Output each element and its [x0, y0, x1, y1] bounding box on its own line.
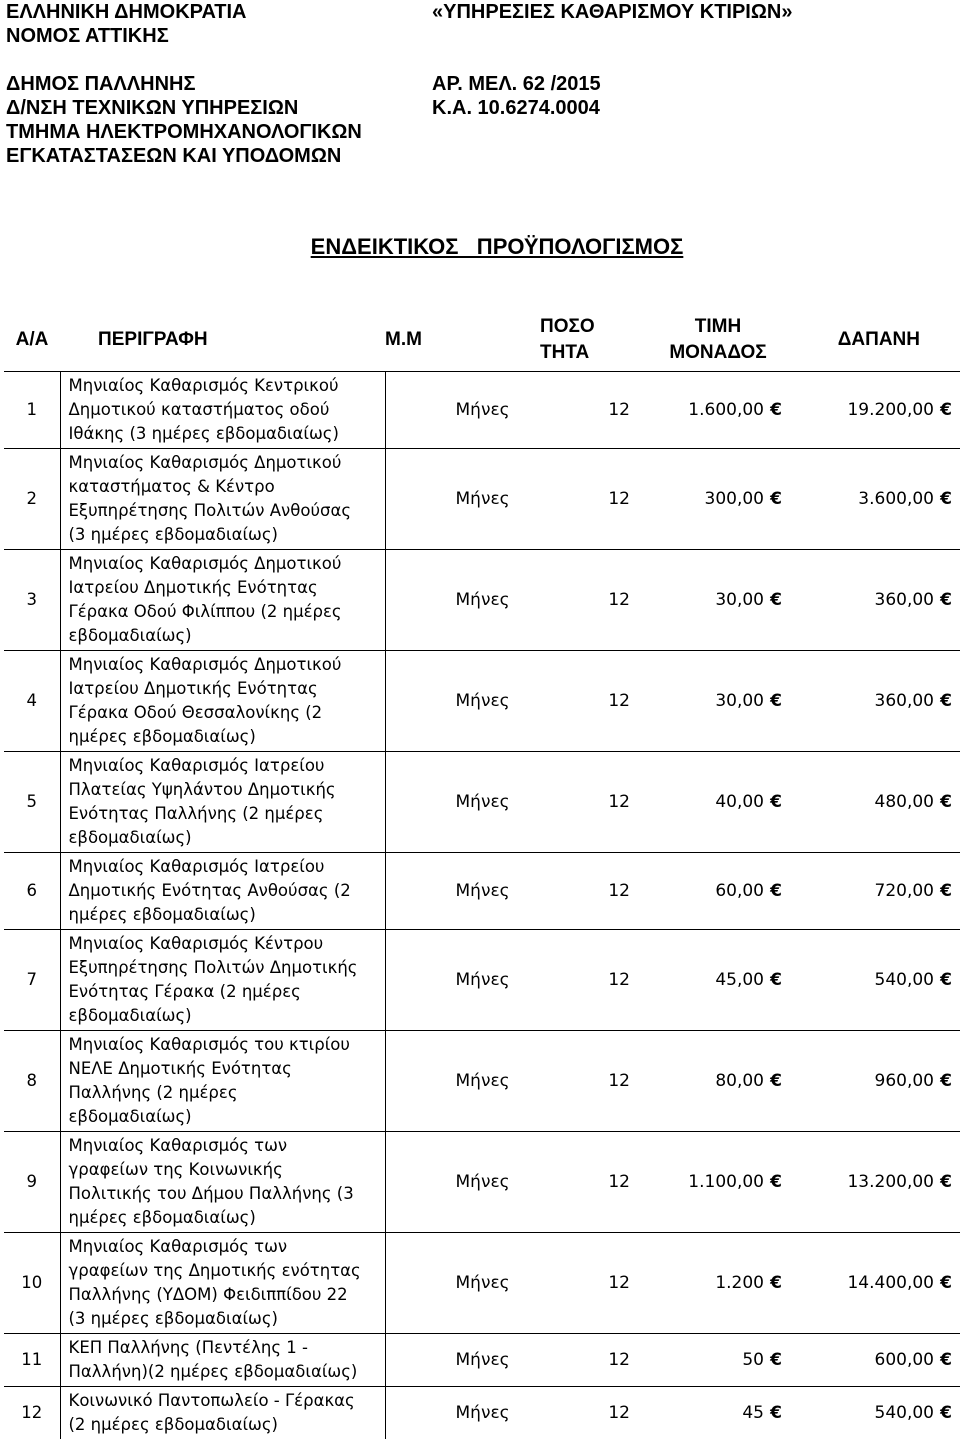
euro-icon: € [770, 1402, 782, 1423]
row-total [786, 852, 960, 929]
col-header-quantity-2: ΤΗΤΑ [540, 341, 590, 363]
row-quantity: 12 [608, 880, 630, 901]
unit-price-value: 30,00 [715, 589, 764, 610]
row-total [786, 371, 960, 448]
col-header-unit-price-2: ΜΟΝΑΔΟΣ [669, 341, 767, 363]
row-unit: Μήνες [455, 488, 510, 509]
row-description [60, 650, 385, 751]
row-description [60, 852, 385, 929]
row-number: 3 [26, 590, 37, 609]
row-unit-price [650, 371, 786, 448]
unit-price-value: 50 [742, 1349, 764, 1370]
description-line: Μηνιαίος Καθαρισμός Ιατρείου [68, 856, 325, 876]
row-unit-price [650, 1232, 786, 1333]
description-line: (3 ημέρες εβδομαδιαίως) [68, 524, 278, 544]
row-description [60, 549, 385, 650]
euro-icon: € [940, 1171, 952, 1192]
row-unit-price [650, 852, 786, 929]
row-unit-price [650, 1333, 786, 1386]
euro-icon: € [940, 969, 952, 990]
header-line-4: ΔΗΜΟΣ ΠΑΛΛΗΝΗΣ [6, 73, 196, 95]
euro-icon: € [770, 1171, 782, 1192]
row-number: 5 [26, 792, 37, 811]
unit-price-value: 300,00 [704, 488, 764, 509]
description-line: Ιθάκης (3 ημέρες εβδομαδιαίως) [68, 423, 339, 443]
row-total [786, 448, 960, 549]
table-header-row [4, 309, 960, 371]
description-line: Ενότητας Παλλήνης (2 ημέρες [68, 803, 324, 823]
total-value: 19.200,00 [847, 399, 934, 420]
row-number: 9 [26, 1172, 37, 1191]
row-number: 10 [21, 1273, 43, 1292]
euro-icon: € [770, 880, 782, 901]
row-number: 6 [26, 881, 37, 900]
row-quantity: 12 [608, 1272, 630, 1293]
description-line: εβδομαδιαίως) [68, 1005, 192, 1025]
description-line: Κοινωνικό Παντοπωλείο - Γέρακας [68, 1390, 355, 1410]
row-unit: Μήνες [455, 880, 510, 901]
description-line: ΝΕΛΕ Δημοτικής Ενότητας [68, 1058, 292, 1078]
row-number: 1 [26, 400, 37, 419]
euro-icon: € [940, 880, 952, 901]
euro-icon: € [940, 690, 952, 711]
description-line: ημέρες εβδομαδιαίως) [68, 726, 256, 746]
table-row [4, 1386, 960, 1439]
row-quantity: 12 [608, 791, 630, 812]
euro-icon: € [770, 690, 782, 711]
row-total [786, 929, 960, 1030]
description-line: Ενότητας Γέρακα (2 ημέρες [68, 981, 301, 1001]
col-header-quantity-1: ΠΟΣΟ [540, 315, 595, 337]
header-line-7: ΕΓΚΑΤΑΣΤΑΣΕΩΝ ΚΑΙ ΥΠΟΔΟΜΩΝ [6, 145, 342, 167]
description-line: ημέρες εβδομαδιαίως) [68, 1207, 256, 1227]
row-unit-price [650, 1386, 786, 1439]
row-unit: Μήνες [455, 1272, 510, 1293]
euro-icon: € [770, 1349, 782, 1370]
table-row [4, 1232, 960, 1333]
row-unit: Μήνες [455, 589, 510, 610]
euro-icon: € [940, 1349, 952, 1370]
row-quantity: 12 [608, 488, 630, 509]
euro-icon: € [940, 1402, 952, 1423]
row-description [60, 929, 385, 1030]
total-value: 480,00 [874, 791, 934, 812]
row-quantity: 12 [608, 399, 630, 420]
euro-icon: € [770, 969, 782, 990]
description-line: Μηνιαίος Καθαρισμός Ιατρείου [68, 755, 325, 775]
page-title [0, 234, 960, 260]
euro-icon: € [770, 399, 782, 420]
row-description [60, 371, 385, 448]
total-value: 14.400,00 [847, 1272, 934, 1293]
description-line: Μηνιαίος Καθαρισμός Δημοτικού [68, 553, 342, 573]
description-line: Μηνιαίος Καθαρισμός Κέντρου [68, 933, 324, 953]
euro-icon: € [770, 488, 782, 509]
description-line: Πολιτικής του Δήμου Παλλήνης (3 [68, 1183, 354, 1203]
total-value: 720,00 [874, 880, 934, 901]
page-title-text: ΕΝΔΕΙΚΤΙΚΟΣ ΠΡΟΫΠΟΛΟΓΙΣΜΟΣ [310, 234, 684, 259]
row-unit: Μήνες [455, 1349, 510, 1370]
description-line: ΚΕΠ Παλλήνης (Πεντέλης 1 - [68, 1337, 308, 1357]
col-header-description [60, 309, 385, 371]
row-unit-price [650, 1131, 786, 1232]
row-quantity: 12 [608, 1171, 630, 1192]
row-total [786, 1030, 960, 1131]
row-number: 2 [26, 489, 37, 508]
description-line: Παλλήνη)(2 ημέρες εβδομαδιαίως) [68, 1361, 358, 1381]
table-row [4, 1131, 960, 1232]
row-unit: Μήνες [455, 969, 510, 990]
row-total [786, 751, 960, 852]
description-line: γραφείων της Κοινωνικής [68, 1159, 283, 1179]
row-number: 12 [21, 1403, 43, 1422]
col-header-unit [385, 309, 540, 371]
description-line: Μηνιαίος Καθαρισμός Δημοτικού [68, 452, 342, 472]
budget-table [4, 309, 960, 1439]
description-line: Πλατείας Υψηλάντου Δημοτικής [68, 779, 336, 799]
row-unit: Μήνες [455, 1171, 510, 1192]
euro-icon: € [770, 1272, 782, 1293]
unit-price-value: 1.600,00 [688, 399, 764, 420]
row-quantity: 12 [608, 1349, 630, 1370]
euro-icon: € [940, 1070, 952, 1091]
col-header-total: ΔΑΠΑΝΗ [786, 309, 960, 371]
row-unit-price [650, 929, 786, 1030]
description-line: Γέρακα Οδού Θεσσαλονίκης (2 [68, 702, 323, 722]
row-unit-price [650, 549, 786, 650]
description-line: Δημοτικού καταστήματος οδού [68, 399, 330, 419]
col-header-unit-price [650, 309, 786, 371]
description-line: Γέρακα Οδού Φιλίππου (2 ημέρες [68, 601, 342, 621]
row-unit-price [650, 1030, 786, 1131]
col-header-description-label: ΠΕΡΙΓΡΑΦΗ [98, 328, 208, 350]
description-line: Μηνιαίος Καθαρισμός των [68, 1236, 288, 1256]
project-header [432, 0, 792, 120]
unit-price-value: 40,00 [715, 791, 764, 812]
table-row [4, 751, 960, 852]
col-header-aa: Α/Α [4, 309, 60, 371]
budget-code: Κ.Α. 10.6274.0004 [432, 97, 600, 119]
total-value: 540,00 [874, 969, 934, 990]
row-unit: Μήνες [455, 399, 510, 420]
row-number: 7 [26, 970, 37, 989]
euro-icon: € [940, 589, 952, 610]
description-line: Ιατρείου Δημοτικής Ενότητας [68, 577, 318, 597]
row-total [786, 1131, 960, 1232]
row-total [786, 549, 960, 650]
unit-price-value: 60,00 [715, 880, 764, 901]
description-line: εβδομαδιαίως) [68, 827, 192, 847]
description-line: Μηνιαίος Καθαρισμός Δημοτικού [68, 654, 342, 674]
description-line: (3 ημέρες εβδομαδιαίως) [68, 1308, 278, 1328]
row-unit: Μήνες [455, 1070, 510, 1091]
row-total [786, 1386, 960, 1439]
row-unit: Μήνες [455, 1402, 510, 1423]
euro-icon: € [940, 791, 952, 812]
description-line: Ιατρείου Δημοτικής Ενότητας [68, 678, 318, 698]
row-unit: Μήνες [455, 690, 510, 711]
euro-icon: € [940, 399, 952, 420]
description-line: γραφείων της Δημοτικής ενότητας [68, 1260, 361, 1280]
description-line: Μηνιαίος Καθαρισμός των [68, 1135, 288, 1155]
table-row [4, 371, 960, 448]
header-line-3 [6, 48, 362, 72]
description-line: εβδομαδιαίως) [68, 625, 192, 645]
unit-price-value: 45 [742, 1402, 764, 1423]
row-total [786, 650, 960, 751]
description-line: καταστήματος & Κέντρο [68, 476, 275, 496]
total-value: 960,00 [874, 1070, 934, 1091]
table-row [4, 852, 960, 929]
row-description [60, 1386, 385, 1439]
unit-price-value: 1.200 [715, 1272, 764, 1293]
row-description [60, 1030, 385, 1131]
row-total [786, 1232, 960, 1333]
unit-price-value: 30,00 [715, 690, 764, 711]
header-line-5: Δ/ΝΣΗ ΤΕΧΝΙΚΩΝ ΥΠΗΡΕΣΙΩΝ [6, 97, 299, 119]
euro-icon: € [940, 488, 952, 509]
col-header-quantity [540, 309, 650, 371]
table-row [4, 1333, 960, 1386]
description-line: Εξυπηρέτησης Πολιτών Δημοτικής [68, 957, 358, 977]
row-number: 8 [26, 1071, 37, 1090]
description-line: Μηνιαίος Καθαρισμός του κτιρίου [68, 1034, 350, 1054]
total-value: 540,00 [874, 1402, 934, 1423]
euro-icon: € [940, 1272, 952, 1293]
authority-header [6, 0, 362, 168]
row-description [60, 751, 385, 852]
unit-price-value: 1.100,00 [688, 1171, 764, 1192]
table-row [4, 1030, 960, 1131]
row-description [60, 1333, 385, 1386]
description-line: Μηνιαίος Καθαρισμός Κεντρικού [68, 375, 339, 395]
row-description [60, 1232, 385, 1333]
study-number: ΑΡ. ΜΕΛ. 62 /2015 [432, 73, 601, 95]
description-line: Παλλήνης (ΥΔΟΜ) Φειδιππίδου 22 [68, 1284, 348, 1304]
row-quantity: 12 [608, 969, 630, 990]
total-value: 360,00 [874, 589, 934, 610]
table-row [4, 929, 960, 1030]
description-line: εβδομαδιαίως) [68, 1106, 192, 1126]
euro-icon: € [770, 589, 782, 610]
row-number: 4 [26, 691, 37, 710]
row-unit: Μήνες [455, 791, 510, 812]
row-unit-price [650, 751, 786, 852]
row-quantity: 12 [608, 1402, 630, 1423]
row-unit-price [650, 650, 786, 751]
description-line: (2 ημέρες εβδομαδιαίως) [68, 1414, 278, 1434]
header-line-1: ΕΛΛΗΝΙΚΗ ΔΗΜΟΚΡΑΤΙΑ [6, 1, 247, 23]
unit-price-value: 80,00 [715, 1070, 764, 1091]
project-title: «ΥΠΗΡΕΣΙΕΣ ΚΑΘΑΡΙΣΜΟΥ ΚΤΙΡΙΩΝ» [432, 1, 793, 23]
total-value: 600,00 [874, 1349, 934, 1370]
row-unit-price [650, 448, 786, 549]
row-quantity: 12 [608, 589, 630, 610]
total-value: 3.600,00 [858, 488, 934, 509]
description-line: Δημοτικής Ενότητας Ανθούσας (2 [68, 880, 351, 900]
row-description [60, 448, 385, 549]
table-row [4, 549, 960, 650]
header-line-6: ΤΜΗΜΑ ΗΛΕΚΤΡΟΜΗΧΑΝΟΛΟΓΙΚΩΝ [6, 121, 362, 143]
total-value: 13.200,00 [847, 1171, 934, 1192]
table-row [4, 448, 960, 549]
row-quantity: 12 [608, 690, 630, 711]
description-line: Εξυπηρέτησης Πολιτών Ανθούσας [68, 500, 352, 520]
description-line: Παλλήνης (2 ημέρες [68, 1082, 238, 1102]
unit-price-value: 45,00 [715, 969, 764, 990]
table-row [4, 650, 960, 751]
description-line: ημέρες εβδομαδιαίως) [68, 904, 256, 924]
header-line-2: ΝΟΜΟΣ ΑΤΤΙΚΗΣ [6, 25, 169, 47]
col-header-unit-label: Μ.Μ [385, 328, 422, 350]
total-value: 360,00 [874, 690, 934, 711]
row-total [786, 1333, 960, 1386]
row-description [60, 1131, 385, 1232]
row-number: 11 [21, 1350, 43, 1369]
row-quantity: 12 [608, 1070, 630, 1091]
col-header-unit-price-1: ΤΙΜΗ [694, 315, 742, 337]
euro-icon: € [770, 1070, 782, 1091]
euro-icon: € [770, 791, 782, 812]
